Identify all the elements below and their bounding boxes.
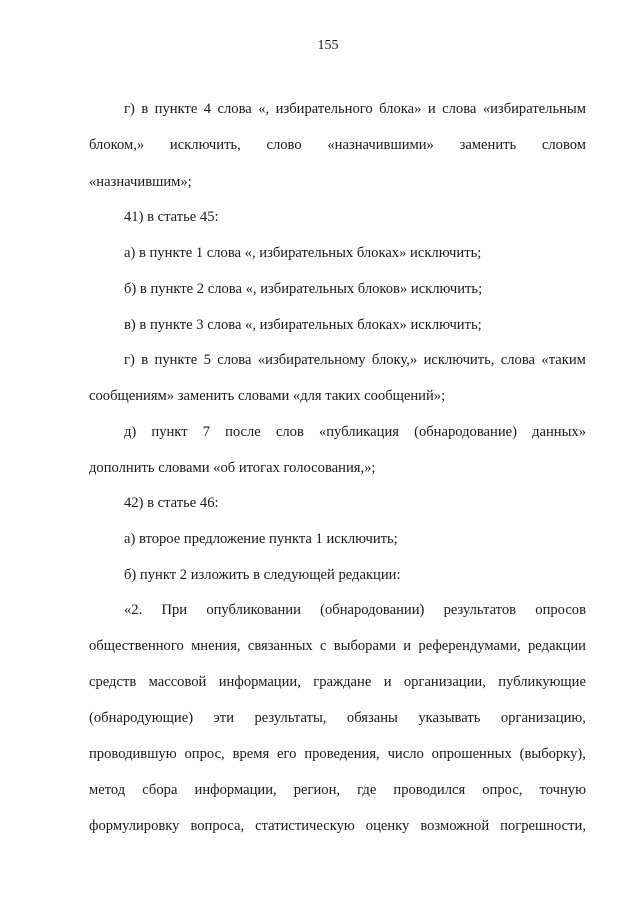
word: точную <box>539 782 586 798</box>
word: слова <box>442 101 477 117</box>
word: массовой <box>148 674 207 690</box>
word: «избирательным <box>482 101 586 117</box>
word: блоку,» <box>371 352 418 368</box>
word: вопроса, <box>190 818 245 834</box>
word: заменить <box>459 137 517 153</box>
text-line <box>124 423 586 441</box>
word: результаты, <box>254 710 327 726</box>
word: «назначившими» <box>327 137 434 153</box>
word: эти <box>213 710 234 726</box>
word: данных» <box>532 424 586 440</box>
word: «таким <box>541 352 586 368</box>
word: г) <box>124 101 135 117</box>
text-line: сообщениям» заменить словами «для таких сообщений»; <box>89 388 446 404</box>
word: метод <box>89 782 126 798</box>
word: пункт <box>151 424 188 440</box>
word: избирательного <box>275 101 373 117</box>
word: (выборку), <box>519 746 586 762</box>
word: исключить, <box>169 137 241 153</box>
word: блоком,» <box>89 137 145 153</box>
word: «публикация <box>318 424 399 440</box>
word: после <box>225 424 261 440</box>
text-line <box>124 351 586 369</box>
word: регион, <box>293 782 341 798</box>
word: обязаны <box>346 710 398 726</box>
word: указывать <box>418 710 481 726</box>
word: время <box>232 746 270 762</box>
word: редакции <box>527 638 586 654</box>
text-line <box>89 709 586 727</box>
word: При <box>161 602 188 618</box>
word: «2. <box>124 602 143 618</box>
word: информации, <box>194 782 277 798</box>
word: пункте <box>154 352 198 368</box>
word: организации, <box>403 674 486 690</box>
text-line: 42) в статье 46: <box>124 495 219 511</box>
word: с <box>320 638 327 654</box>
word: слова <box>500 352 536 368</box>
word: (обнародование) <box>414 424 517 440</box>
text-line <box>124 100 586 118</box>
word: и <box>427 101 436 117</box>
word: сбора <box>142 782 178 798</box>
word: и <box>403 638 412 654</box>
text-line: в) в пункте 3 слова «, избирательных блоках» исключить; <box>124 317 482 333</box>
text-line: дополнить словами «об итогах голосования,»; <box>89 460 376 476</box>
word: возможной <box>420 818 490 834</box>
word: формулировку <box>89 818 180 834</box>
text-line <box>89 136 586 154</box>
word: мнения, <box>191 638 241 654</box>
text-line: «назначившим»; <box>89 174 192 190</box>
word: референдумами, <box>418 638 521 654</box>
text-line <box>89 745 586 763</box>
word: в <box>141 101 149 117</box>
word: блока» <box>379 101 422 117</box>
word: опрос, <box>184 746 225 762</box>
text-line: 41) в статье 45: <box>124 209 219 225</box>
word: слова <box>217 352 252 368</box>
word: связанных <box>247 638 313 654</box>
word: опубликовании <box>206 602 301 618</box>
text-line <box>89 781 586 799</box>
word: оценку <box>365 818 410 834</box>
word: 5 <box>203 352 211 368</box>
word: слов <box>275 424 304 440</box>
word: исключить, <box>423 352 495 368</box>
word: опросов <box>535 602 586 618</box>
word: (обнародовании) <box>320 602 425 618</box>
word: пункте <box>154 101 198 117</box>
word: опрос, <box>482 782 523 798</box>
word: «избирательному <box>257 352 366 368</box>
word: словом <box>541 137 586 153</box>
word: число <box>387 746 424 762</box>
word: опрошенных <box>431 746 512 762</box>
word: выборами <box>333 638 397 654</box>
word: результатов <box>443 602 517 618</box>
word: (обнародующие) <box>89 710 194 726</box>
word: слово <box>266 137 302 153</box>
word: слова <box>217 101 252 117</box>
text-line <box>89 637 586 655</box>
word: граждане <box>313 674 372 690</box>
word: «, <box>258 101 270 117</box>
page-number: 155 <box>317 38 339 53</box>
word: г) <box>124 352 135 368</box>
word: проводившую <box>89 746 177 762</box>
word: 4 <box>203 101 212 117</box>
word: проведения, <box>304 746 380 762</box>
text-line: а) второе предложение пункта 1 исключить; <box>124 531 398 547</box>
word: погрешности, <box>500 818 586 834</box>
word: статистическую <box>255 818 355 834</box>
text-line <box>124 601 586 619</box>
word: и <box>383 674 392 690</box>
text-line <box>89 817 586 835</box>
word: где <box>357 782 377 798</box>
text-line: б) в пункте 2 слова «, избирательных блоков» исключить; <box>124 281 483 297</box>
word: средств <box>89 674 137 690</box>
word: общественного <box>89 638 184 654</box>
text-line: б) пункт 2 изложить в следующей редакции: <box>124 567 401 583</box>
word: 7 <box>202 424 210 440</box>
word: информации, <box>218 674 301 690</box>
word: его <box>277 746 297 762</box>
word: в <box>141 352 149 368</box>
text-line <box>89 673 586 691</box>
word: д) <box>124 424 137 440</box>
word: публикующие <box>498 674 586 690</box>
text-line: а) в пункте 1 слова «, избирательных блоках» исключить; <box>124 245 482 261</box>
word: организацию, <box>500 710 586 726</box>
word: проводился <box>393 782 466 798</box>
